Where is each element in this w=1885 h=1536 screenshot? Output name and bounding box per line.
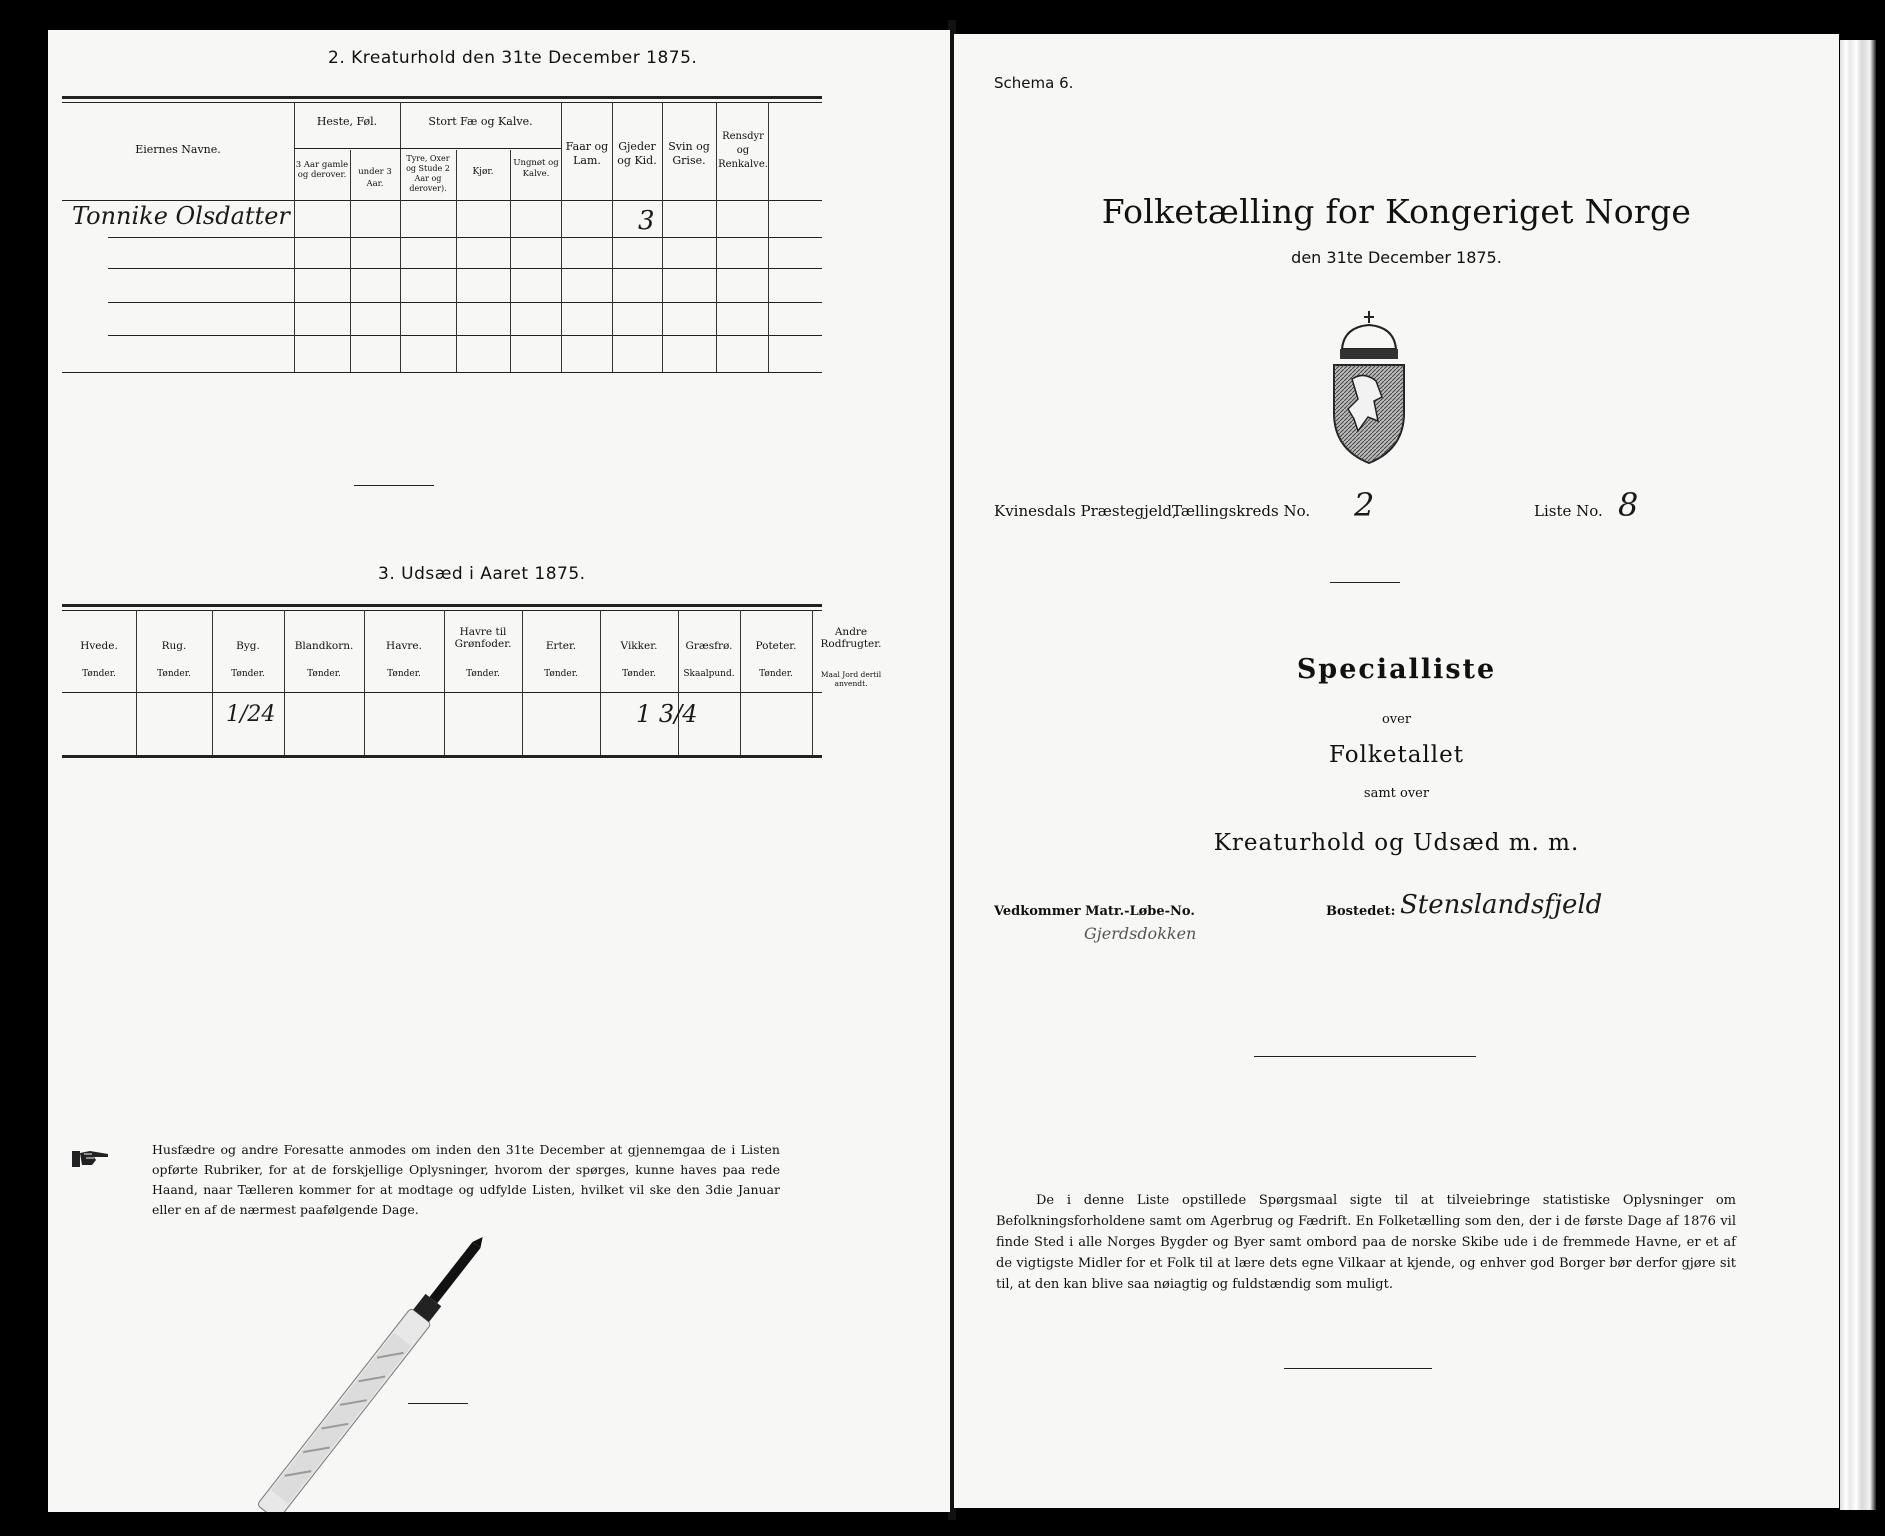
table2-bottom-rule (62, 372, 822, 373)
table3-unit-0: Tønder. (82, 669, 116, 679)
table2-top-rule-2 (62, 102, 822, 103)
list-value: 8 (1618, 486, 1639, 524)
table3-bottom-rule (62, 755, 822, 758)
bostedet-value: Stenslandsfjeld (1400, 890, 1603, 920)
district-value: 2 (1354, 486, 1375, 524)
schema-label: Schema 6. (994, 74, 1074, 92)
matr-label: Vedkommer Matr.-Løbe-No. (994, 904, 1195, 919)
table2-col-line (294, 102, 295, 372)
byg-value: 1/24 (226, 702, 276, 727)
matr-value: Gjerdsdokken (1084, 924, 1197, 943)
norwegian-coat-of-arms-icon (1324, 309, 1414, 469)
kreaturhold-heading: Kreaturhold og Udsæd m. m. (1213, 830, 1580, 856)
table2-header-rule (62, 200, 822, 201)
goats-header: Gjeder og Kid. (617, 140, 657, 167)
section3-title: 3. Udsæd i Aaret 1875. (378, 564, 586, 584)
table3-top-rule-2 (62, 610, 822, 611)
horses-group-header: Heste, Føl. (316, 115, 378, 128)
parish-label: Kvinesdals Præstegjeld, (994, 502, 1177, 520)
table3-unit-2: Tønder. (231, 669, 265, 679)
cattle-cows-header: Kjør. (472, 167, 494, 177)
table3-col-line (212, 610, 213, 755)
table2-row-rule (108, 335, 822, 336)
separator-rule (1254, 1056, 1476, 1057)
cattle-subgroup-rule (400, 148, 561, 149)
table3-header-rule (62, 692, 822, 693)
table3-unit-4: Tønder. (387, 669, 421, 679)
goats-value: 3 (638, 206, 655, 236)
specialliste-heading: Specialliste (1296, 654, 1497, 685)
table3-header-1: Rug. (161, 640, 187, 652)
table2-col-line (768, 102, 769, 372)
cattle-young-header: Ungnøt og Kalve. (513, 158, 559, 179)
table3-unit-10: Maal Jord dertil anvendt. (820, 670, 882, 688)
horses-3yr-header: 3 Aar gamle og derover. (295, 160, 349, 180)
cattle-bulls-header: Tyre, Oxer og Stude 2 Aar og derover). (406, 154, 450, 193)
table3-header-2: Byg. (236, 640, 260, 652)
separator-rule (1284, 1368, 1432, 1369)
document-date: den 31te December 1875. (1291, 248, 1502, 267)
table3-col-line (364, 610, 365, 755)
table2-col-line (612, 102, 613, 372)
table2-col-line (400, 102, 401, 372)
table2-col-line (561, 102, 562, 372)
table3-col-line (136, 610, 137, 755)
district-label: Tællingskreds No. (1172, 502, 1311, 520)
notice-text: Husfædre og andre Foresatte anmodes om inden den 31te December at gjennemgaa de i Listen opførte Rubriker, for at de forskjellige Oplysninger, hvorom der spørges, kunne haves paa rede Haand, naar Tælleren kommer for at modtage og udfylde Listen, hvilket vil ske den 3die Januar eller en af de nærmest paafølgende Dage. (152, 1142, 780, 1217)
pen-icon (218, 1230, 538, 1512)
table3-col-line (740, 610, 741, 755)
table3-unit-6: Tønder. (544, 669, 578, 679)
table3-col-line (522, 610, 523, 755)
table3-header-5: Havre til Grønfoder. (454, 626, 512, 650)
table3-header-7: Vikker. (620, 640, 658, 652)
separator-rule (408, 1403, 468, 1404)
poteter-value: 1 3/4 (636, 700, 698, 728)
sheep-header: Faar og Lam. (565, 140, 609, 167)
table2-col-line (510, 150, 511, 372)
over-text: over (1381, 712, 1412, 727)
owner-name-header: Eiernes Navne. (135, 143, 221, 156)
separator-rule (354, 485, 434, 486)
table2-col-line (716, 102, 717, 372)
table3-header-3: Blandkorn. (294, 640, 354, 652)
table3-unit-3: Tønder. (307, 669, 341, 679)
left-page (48, 30, 950, 1512)
table3-top-rule (62, 604, 822, 607)
pigs-header: Svin og Grise. (668, 140, 710, 167)
separator-rule (1330, 582, 1400, 583)
bostedet-label: Bostedet: (1326, 904, 1396, 919)
table3-unit-7: Tønder. (622, 669, 656, 679)
table3-unit-9: Tønder. (759, 669, 793, 679)
cattle-group-header: Stort Fæ og Kalve. (428, 115, 533, 128)
table3-col-line (284, 610, 285, 755)
document-title: Folketælling for Kongeriget Norge (1101, 192, 1692, 231)
table2-row-rule (108, 302, 822, 303)
table3-header-6: Erter. (545, 640, 577, 652)
table2-col-line (662, 102, 663, 372)
table3-unit-1: Tønder. (157, 669, 191, 679)
owner-name-value: Tonnike Olsdatter (72, 202, 290, 230)
list-label: Liste No. (1534, 502, 1603, 520)
right-page (954, 34, 1839, 1508)
reindeer-header: Rensdyr og Renkalve. (718, 131, 768, 170)
table3-header-9: Poteter. (755, 640, 797, 652)
table3-header-0: Hvede. (80, 640, 118, 652)
table3-col-line (678, 610, 679, 755)
folketallet-heading: Folketallet (1329, 742, 1464, 768)
section2-title: 2. Kreaturhold den 31te December 1875. (328, 48, 698, 68)
horses-subgroup-rule (294, 148, 400, 149)
table2-top-rule (62, 96, 822, 99)
samt-over-text: samt over (1363, 786, 1430, 801)
horses-under3-header: under 3 Aar. (358, 167, 392, 189)
table2-col-line (456, 150, 457, 372)
page-edge-stack (1840, 40, 1876, 1510)
table3-header-8: Græsfrø. (685, 640, 733, 652)
pointing-hand-icon (70, 1145, 110, 1171)
table3-col-line (600, 610, 601, 755)
table2-row-rule (108, 268, 822, 269)
table2-row-rule (108, 237, 822, 238)
table3-unit-5: Tønder. (466, 669, 500, 679)
table3-header-10: Andre Rodfrugter. (820, 626, 882, 650)
table3-header-4: Havre. (386, 640, 422, 652)
table3-unit-8: Skaalpund. (683, 669, 735, 679)
explanation-paragraph: De i denne Liste opstillede Spørgsmaal sigte til at tilveiebringe statistiske Oplysninger om Befolkningsforholdene samt om Agerbrug og Fædrift. En Folketælling som den, der i de første Dage af 1876 vil finde Sted i alle Norges Bygder og Byer samt ombord paa de norske Skibe ude i de fremmede Havne, er et af de vigtigste Midler for et Folk til at lære dets egne Vilkaar at kjende, og enhver god Borger bør derfor gjøre sit til, at den kan blive saa nøiagtig og fuldstændig som muligt. (996, 1193, 1736, 1292)
